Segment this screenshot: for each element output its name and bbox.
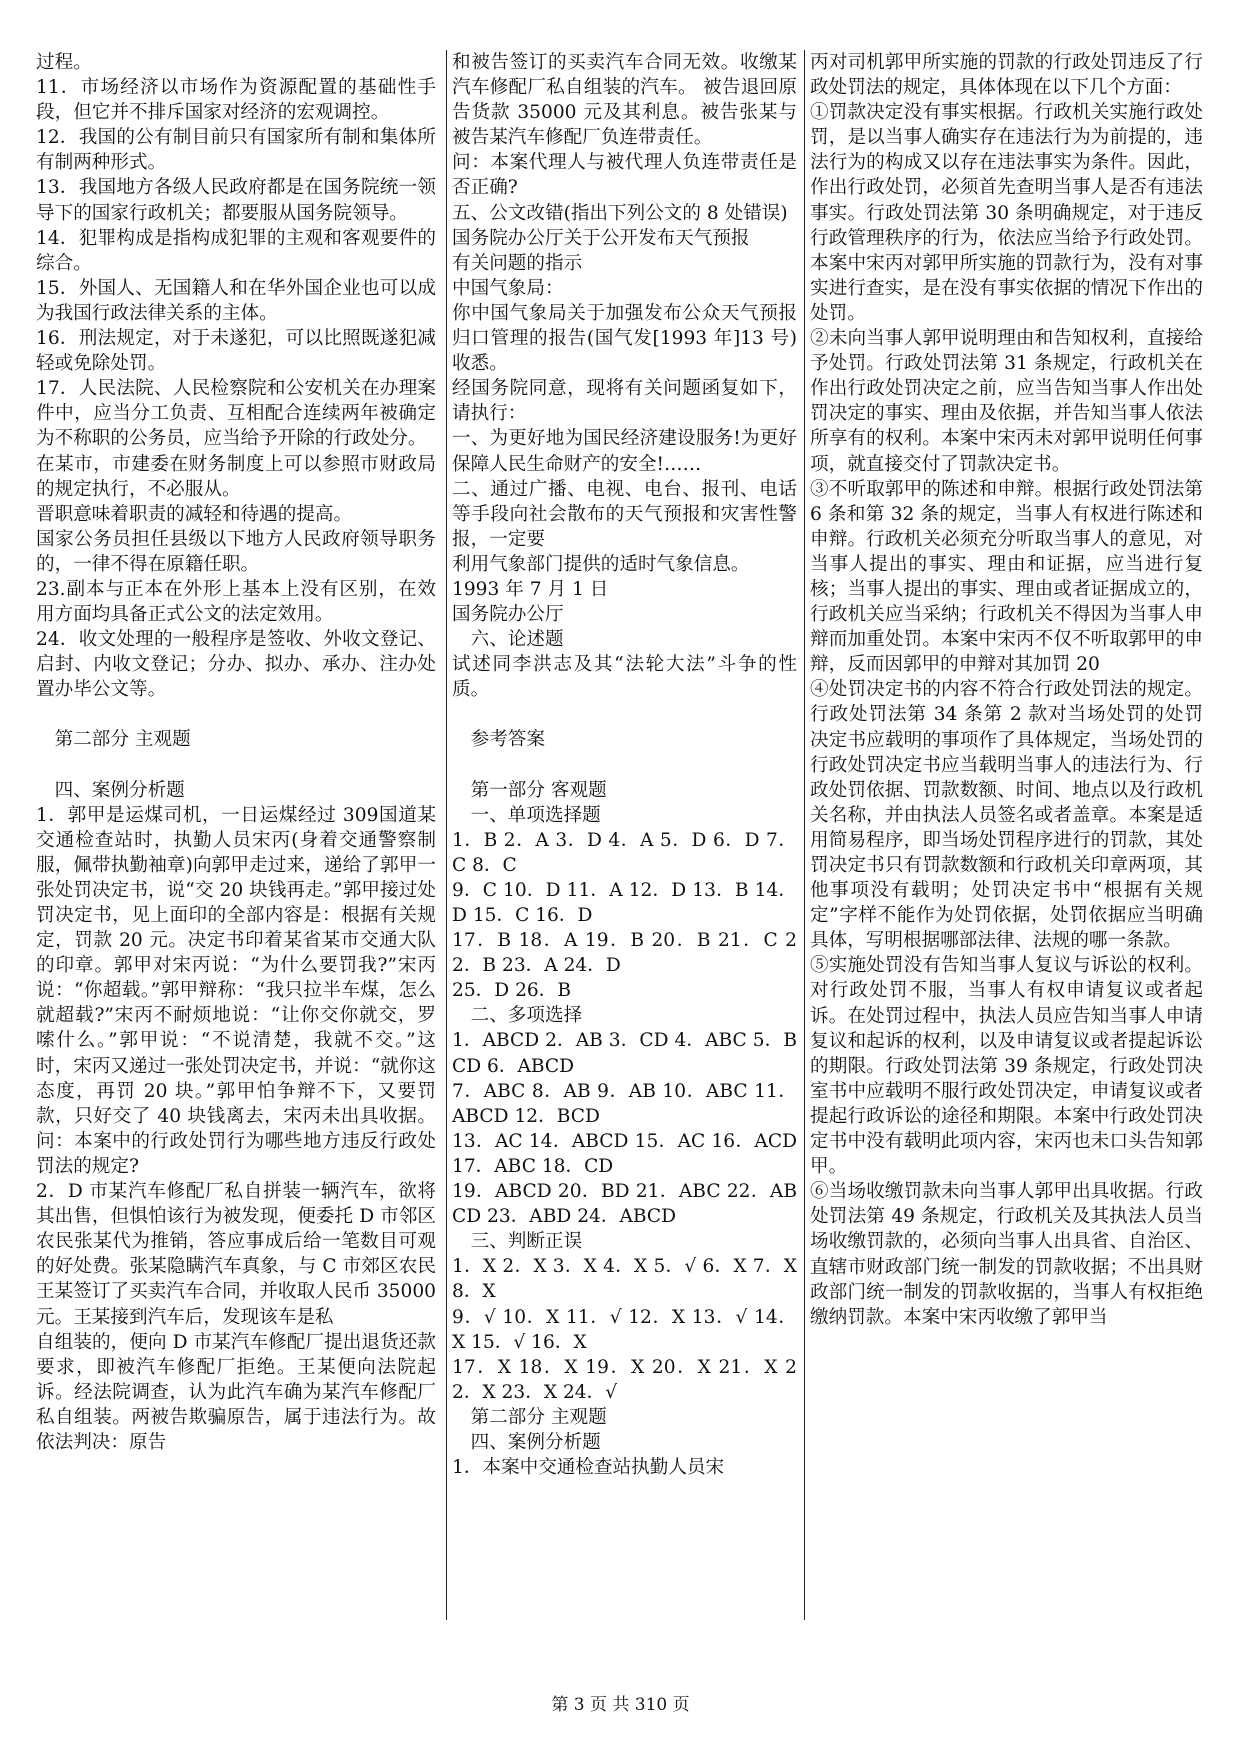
- paragraph: 经国务院同意，现将有关问题函复如下，请执行：: [452, 378, 797, 425]
- paragraph: 在某市，市建委在财务制度上可以参照市财政局的规定执行，不必服从。: [36, 453, 436, 500]
- paragraph: 9．C 10．D 11．A 12．D 13．B 14．D 15．C 16．D: [452, 879, 797, 926]
- paragraph: 和被告签订的买卖汽车合同无效。收缴某汽车修配厂私自组装的汽车。 被告退回原告货款 35000 元及其利息。被告张某与被告某汽车修配厂负连带责任。: [452, 52, 797, 149]
- paragraph: 7．ABC 8．AB 9．AB 10．ABC 11．ABCD 12．BCD: [452, 1080, 797, 1127]
- paragraph: 国务院办公厅: [452, 604, 564, 626]
- paragraph: [452, 753, 797, 778]
- paragraph: 25．D 26．B: [452, 980, 571, 1002]
- paragraph: 2．D 市某汽车修配厂私自拼装一辆汽车，欲将其出售，但惧怕该行为被发现，便委托 D 市邻区农民张某代为推销，答应事成后给一笔数目可观的好处费。张某隐瞒汽车真象，与 C 市郊区农民王某签订了买卖汽车合同，并收取人民币 35000 元。王某接到汽车后，发现该车是私: [36, 1181, 436, 1328]
- paragraph: 24．收文处理的一般程序是签收、外收文登记、启封、内收文登记；分办、拟办、承办、注办处置办毕公文等。: [36, 629, 436, 701]
- paragraph: ①罚款决定没有事实根据。行政机关实施行政处罚，是以当事人确实存在违法行为为前提的，违法行为的构成又以存在违法事实为条件。因此，作出行政处罚，必须首先查明当事人是否有违法事实。行政处罚法第 30 条明确规定，对于违反行政管理秩序的行为，依法应当给予行政处罚。本案中宋丙对郭甲所实施的罚款行为，没有对事实进行查实，是在没有事实依据的情况下作出的处罚。: [810, 102, 1203, 324]
- paragraph: 1．ABCD 2．AB 3．CD 4．ABC 5．BCD 6．ABCD: [452, 1030, 797, 1077]
- paragraph: 13．我国地方各级人民政府都是在国务院统一领导下的国家行政机关；都要服从国务院领导。: [36, 177, 436, 224]
- paragraph: ②未向当事人郭甲说明理由和告知权利，直接给予处罚。行政处罚法第 31 条规定，行政机关在作出行政处罚决定之前，应当告知当事人作出处罚决定的事实、理由及依据，并告知当事人依法所享有的权利。本案中宋丙未对郭甲说明任何事项，就直接交付了罚款决定书。: [810, 328, 1203, 475]
- paragraph: 三、判断正误: [452, 1231, 583, 1253]
- paragraph: [452, 702, 797, 727]
- paragraph: 一、单项选择题: [452, 804, 601, 826]
- paragraph: [36, 702, 436, 727]
- paragraph: 1．B 2．A 3．D 4．A 5．D 6．D 7．C 8．C: [452, 829, 797, 876]
- paragraph: 13．AC 14．ABCD 15．AC 16．ACD 17．ABC 18．CD: [452, 1130, 797, 1177]
- column-middle: [452, 50, 797, 1670]
- paragraph: 19．ABCD 20．BD 21．ABC 22．ABCD 23．ABD 24．ABCD: [452, 1181, 797, 1228]
- paragraph: 四、案例分析题: [452, 1431, 601, 1453]
- paragraph: 第二部分 主观题: [452, 1406, 607, 1428]
- paragraph: 16．刑法规定，对于未遂犯，可以比照既遂犯减轻或免除处罚。: [36, 328, 436, 375]
- column-divider: [446, 50, 447, 1620]
- paragraph: 四、案例分析题: [36, 779, 185, 801]
- paragraph: 1．本案中交通检查站执勤人员宋: [452, 1457, 725, 1479]
- paragraph: 17．B 18．A 19．B 20．B 21．C 22．B 23．A 24．D: [452, 930, 797, 977]
- paragraph: 1．X 2．X 3．X 4．X 5．√ 6．X 7．X 8．X: [452, 1256, 797, 1303]
- paragraph: 第二部分 主观题: [36, 729, 191, 751]
- column-divider: [804, 50, 805, 1620]
- paragraph: 你中国气象局关于加强发布公众天气预报归口管理的报告(国气发[1993 年]13 号)收悉。: [452, 302, 797, 375]
- paragraph: 利用气象部门提供的适时气象信息。: [452, 553, 750, 575]
- paragraph: 五、公文改错(指出下列公文的 8 处错误): [452, 202, 788, 224]
- paragraph: 14．犯罪构成是指构成犯罪的主观和客观要件的综合。: [36, 227, 436, 274]
- column-left: [36, 50, 436, 1670]
- page-footer: 第 3 页 共 310 页: [551, 1695, 690, 1715]
- paragraph: 15．外国人、无国籍人和在华外国企业也可以成为我国行政法律关系的主体。: [36, 277, 436, 324]
- paragraph: ④处罚决定书的内容不符合行政处罚法的规定。行政处罚法第 34 条第 2 款对当场处罚的处罚决定书应载明的事项作了具体规定，当场处罚的行政处罚决定书应当载明当事人的违法行为、行政处罚依据、罚款数额、时间、地点以及行政机关名称，并由执法人员签名或者盖章。本案是适用简易程序，即当场处罚程序进行的罚款，其处罚决定书只有罚款数额和行政机关印章两项，其他事项没有载明；处罚决定书中“根据有关规定”字样不能作为处罚依据，处罚依据应当明确具体，写明根据哪部法律、法规的哪一条款。: [810, 679, 1203, 952]
- column-right: [810, 50, 1203, 1670]
- paragraph: 11．市场经济以市场作为资源配置的基础性手段，但它并不排斥国家对经济的宏观调控。: [36, 77, 436, 124]
- paragraph: ⑤实施处罚没有告知当事人复议与诉讼的权利。对行政处罚不服，当事人有权申请复议或者起诉。在处罚过程中，执法人员应告知当事人申请复议和起诉的权利，以及申请复议或者提起诉讼的期限。行政处罚法第 39 条规定，行政处罚决室书中应载明不服行政处罚决定，申请复议或者提起行政诉讼的途径和期限。本案中行政处罚决定书中没有载明此项内容，宋丙也未口头告知郭甲。: [810, 955, 1203, 1178]
- paragraph: 六、论述题: [452, 629, 564, 651]
- paragraph: 国务院办公厅关于公开发布天气预报: [452, 227, 750, 249]
- paragraph: 1．郭甲是运煤司机，一日运煤经过 309国道某交通检查站时，执勤人员宋丙(身着交通警察制服，佩带执勤袖章)向郭甲走过来，递给了郭甲一张处罚决定书，说“交 20 块钱再走。”郭甲接过处罚决定书，见上面印的全部内容是：根据有关规定，罚款 20 元。决定书印着某省某市交通大队的印章。郭甲对宋丙说：“为什么要罚我?”宋丙说：“你超载。”郭甲辩称：“我只拉半车煤，怎么就超载?”宋丙不耐烦地说：“让你交你就交，罗嗦什么。”郭甲说：“不说清楚，我就不交。”这时，宋丙又递过一张处罚决定书，并说：“就你这态度，再罚 20 块。”郭甲怕争辩不下，又要罚款，只好交了 40 块钱离去，宋丙未出具收据。问：本案中的行政处罚行为哪些地方违反行政处罚法的规定?: [36, 804, 436, 1177]
- paragraph: ③不听取郭甲的陈述和申辩。根据行政处罚法第 6 条和第 32 条的规定，当事人有权进行陈述和申辩。行政机关必须充分听取当事人的意见，对当事人提出的事实、理由和证据，应当进行复核；当事人提出的事实、理由或者证据成立的，行政机关应当采纳；行政机关不得因为当事人申辩而加重处罚。本案中宋丙不仅不听取郭甲的申辩，反而因郭甲的申辩对其加罚 20: [810, 478, 1203, 676]
- paragraph: 问：本案代理人与被代理人负连带责任是否正确?: [452, 152, 797, 199]
- paragraph: 试述同李洪志及其“法轮大法”斗争的性质。: [452, 654, 797, 701]
- paragraph: 过程。: [36, 52, 92, 73]
- paragraph: 9．√ 10．X 11．√ 12．X 13．√ 14．X 15．√ 16．X: [452, 1306, 797, 1353]
- paragraph: [36, 753, 436, 778]
- paragraph: 一、为更好地为国民经济建设服务!为更好保障人民生命财产的安全!……: [452, 428, 797, 475]
- paragraph: 二、多项选择: [452, 1005, 583, 1027]
- paragraph: 自组装的，便向 D 市某汽车修配厂提出退货还款要求，即被汽车修配厂拒绝。王某便向法院起诉。经法院调查，认为此汽车确为某汽车修配厂私自组装。两被告欺骗原告，属于违法行为。故依法判决：原告: [36, 1331, 436, 1453]
- paragraph: 17．人民法院、人民检察院和公安机关在办理案件中，应当分工负责、互相配合连续两年被确定为不称职的公务员，应当给予开除的行政处分。: [36, 378, 436, 450]
- paragraph: 二、通过广播、电视、电台、报刊、电话等手段向社会散布的天气预报和灾害性警报，一定要: [452, 478, 797, 550]
- paragraph: 有关问题的指示: [452, 252, 583, 274]
- paragraph: 1993 年 7 月 1 日: [452, 578, 609, 600]
- paragraph: 中国气象局：: [452, 277, 564, 299]
- paragraph: 参考答案: [452, 729, 545, 751]
- paragraph: 17．X 18．X 19．X 20．X 21．X 22．X 23．X 24．√: [452, 1356, 797, 1403]
- paragraph: 丙对司机郭甲所实施的罚款的行政处罚违反了行政处罚法的规定，具体体现在以下几个方面：: [810, 52, 1203, 99]
- paragraph: 第一部分 客观题: [452, 779, 607, 801]
- paragraph: 23.副本与正本在外形上基本上没有区别，在效用方面均具备正式公文的法定效用。: [36, 578, 436, 626]
- paragraph: 国家公务员担任县级以下地方人民政府领导职务的，一律不得在原籍任职。: [36, 528, 436, 575]
- paragraph: ⑥当场收缴罚款未向当事人郭甲出具收据。行政处罚法第 49 条规定，行政机关及其执法人员当场收缴罚款的，必须向当事人出具省、自治区、直辖市财政部门统一制发的罚款收据；不出具财政部门统一制发的罚款收据的，当事人有权拒绝缴纳罚款。本案中宋丙收缴了郭甲当: [810, 1181, 1203, 1328]
- paragraph: 12．我国的公有制目前只有国家所有制和集体所有制两种形式。: [36, 127, 436, 174]
- paragraph: 晋职意味着职责的减轻和待遇的提高。: [36, 503, 353, 525]
